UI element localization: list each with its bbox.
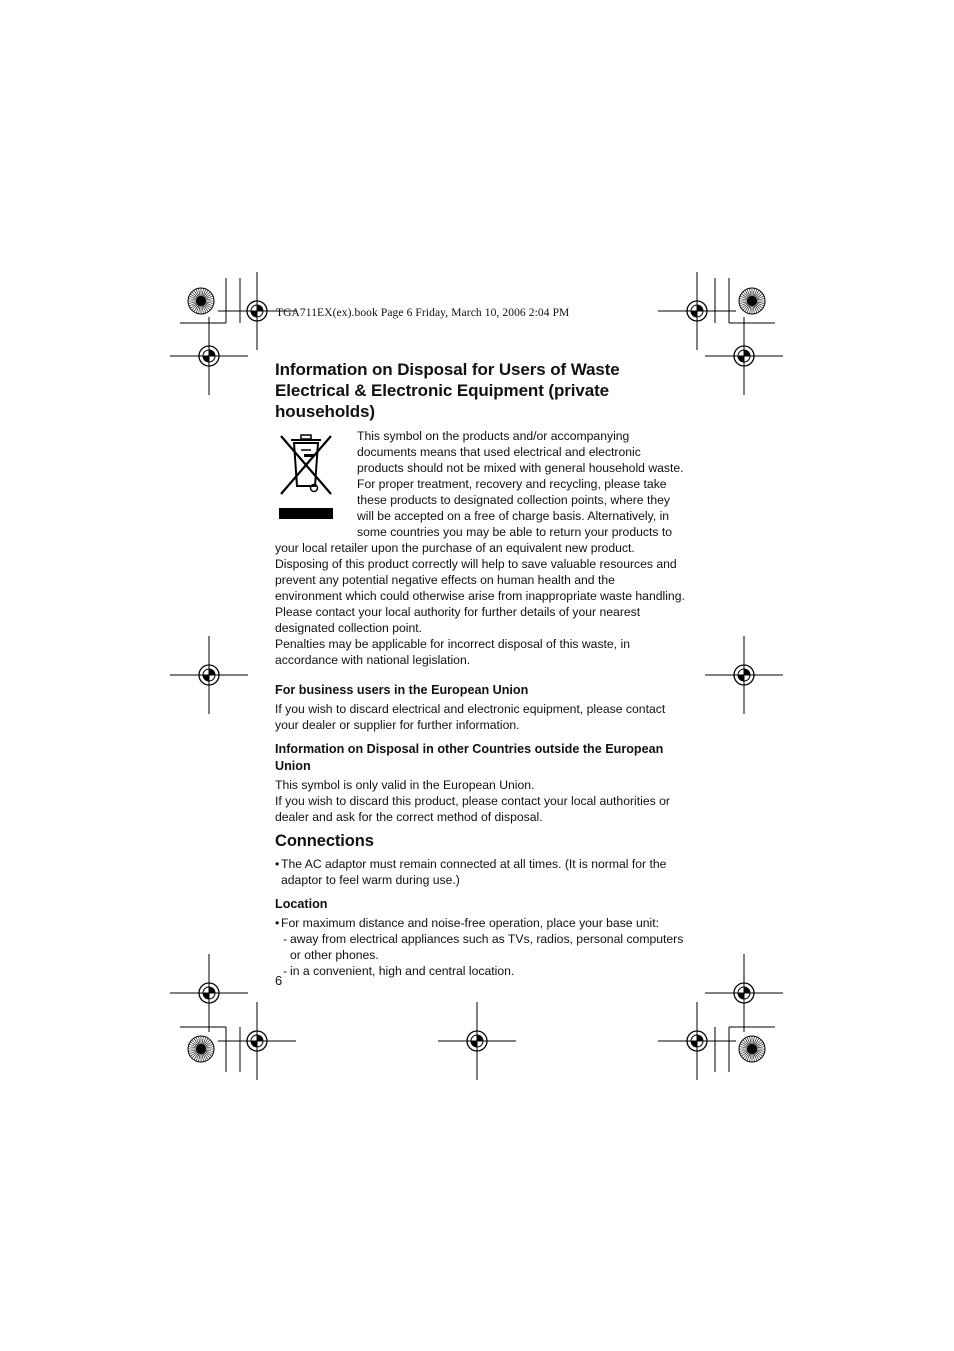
page-content [275,359,685,979]
location-bullet-text: For maximum distance and noise-free operation, place your base unit: [281,916,660,930]
other-countries-heading: Information on Disposal in other Countries outside the European Union [275,742,664,773]
business-heading: For business users in the European Union [275,683,529,697]
other-countries-text-1: This symbol is only valid in the European Union. [275,778,535,792]
connections-bullet [275,856,685,888]
connections-bullet-text: The AC adaptor must remain connected at all times. (It is normal for the adaptor to feel warm during use.) [281,857,667,887]
connections-heading: Connections [275,832,374,850]
location-dash-item: - away from electrical appliances such as TVs, radios, personal computers or other phones. [283,932,684,962]
crossed-out-wheelie-bin-icon [275,428,357,540]
disposal-paragraph-top: This symbol on the products and/or accompanying documents means that used electrical and electronic products should not be mixed with general household waste. For proper treatment, recovery and recycling, please take these products to designated collection points, where they will be accepted on a free of charge basis. Alternatively, in some countries you may be able to return your products to [357,429,684,539]
location-heading: Location [275,897,328,911]
print-header-line: TGA711EX(ex).book Page 6 Friday, March 10, 2006 2:04 PM [276,307,570,319]
other-countries-text-2: If you wish to discard this product, please contact your local authorities or dealer and ask for the correct method of disposal. [275,794,670,824]
page-number: 6 [275,973,283,988]
location-dash-text: in a convenient, high and central location. [290,964,515,978]
disposal-paragraph-continued: your local retailer upon the purchase of an equivalent new product. [275,541,635,555]
location-bullet [275,915,685,931]
disposal-paragraph-2: Disposing of this product correctly will help to save valuable resources and prevent any potential negative effects on human health and the environment which could otherwise arise from inappropriate waste handling. Please contact your local authority for further details of your nearest designated collection point. [275,557,685,635]
disposal-title: Information on Disposal for Users of Waste Electrical & Electronic Equipment (private households) [275,360,620,421]
business-text: If you wish to discard electrical and electronic equipment, please contact your dealer or supplier for further information. [275,702,666,732]
bullet-icon: • [275,857,280,871]
disposal-paragraph-3: Penalties may be applicable for incorrect disposal of this waste, in accordance with national legislation. [275,637,630,667]
location-dash-item: - in a convenient, high and central location. [283,964,515,978]
location-dash-text: away from electrical appliances such as TVs, radios, personal computers or other phones. [290,932,684,962]
bullet-icon: • [275,916,280,930]
weee-symbol-row [275,428,685,540]
